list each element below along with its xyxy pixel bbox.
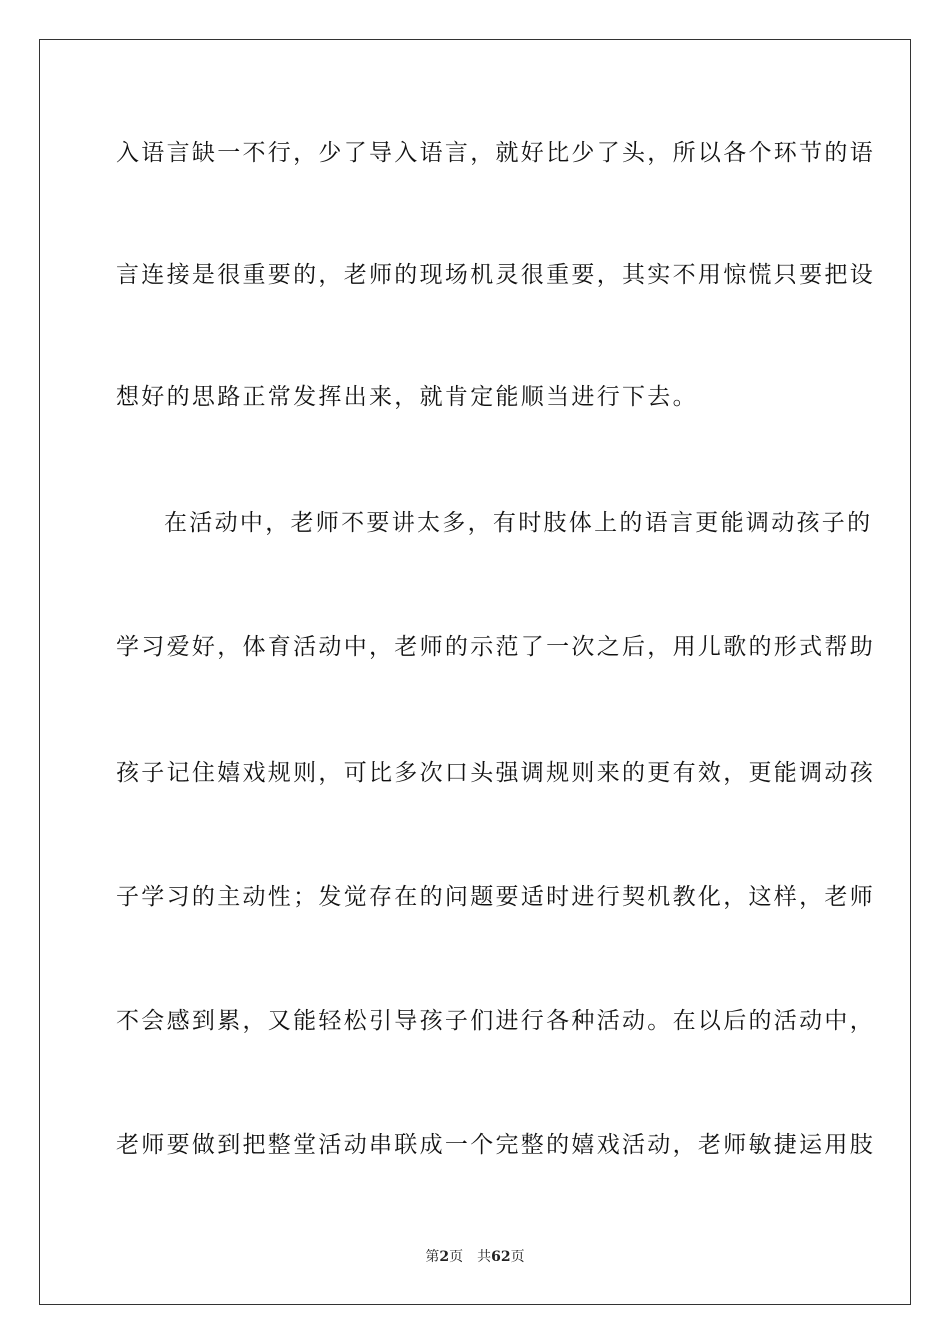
body-text-line-5: 学习爱好，体育活动中，老师的示范了一次之后，用儿歌的形式帮助: [116, 634, 875, 660]
body-text-line-7: 子学习的主动性；发觉存在的问题要适时进行契机教化，这样，老师: [116, 884, 875, 910]
page-frame: [39, 39, 911, 1305]
page-number: 2: [439, 1249, 450, 1265]
body-text-line-9: 老师要做到把整堂活动串联成一个完整的嬉戏活动，老师敏捷运用肢: [116, 1132, 875, 1158]
body-text-line-2: 言连接是很重要的，老师的现场机灵很重要，其实不用惊慌只要把设: [116, 262, 875, 288]
page-footer: [0, 1248, 950, 1266]
total-pages: 62: [491, 1249, 511, 1265]
body-text-line-6: 孩子记住嬉戏规则，可比多次口头强调规则来的更有效，更能调动孩: [116, 760, 875, 786]
total-suffix: 页: [510, 1249, 525, 1265]
body-text-line-4: 在活动中，老师不要讲太多，有时肢体上的语言更能调动孩子的: [164, 510, 873, 536]
body-text-line-1: 入语言缺一不行，少了导入语言，就好比少了头，所以各个环节的语: [116, 140, 875, 166]
page-prefix: 第: [425, 1249, 440, 1265]
page-suffix: 页: [449, 1249, 464, 1265]
body-text-line-8: 不会感到累，又能轻松引导孩子们进行各种活动。在以后的活动中，: [116, 1008, 875, 1034]
body-text-line-3: 想好的思路正常发挥出来，就肯定能顺当进行下去。: [116, 384, 698, 410]
total-prefix: 共: [477, 1249, 492, 1265]
